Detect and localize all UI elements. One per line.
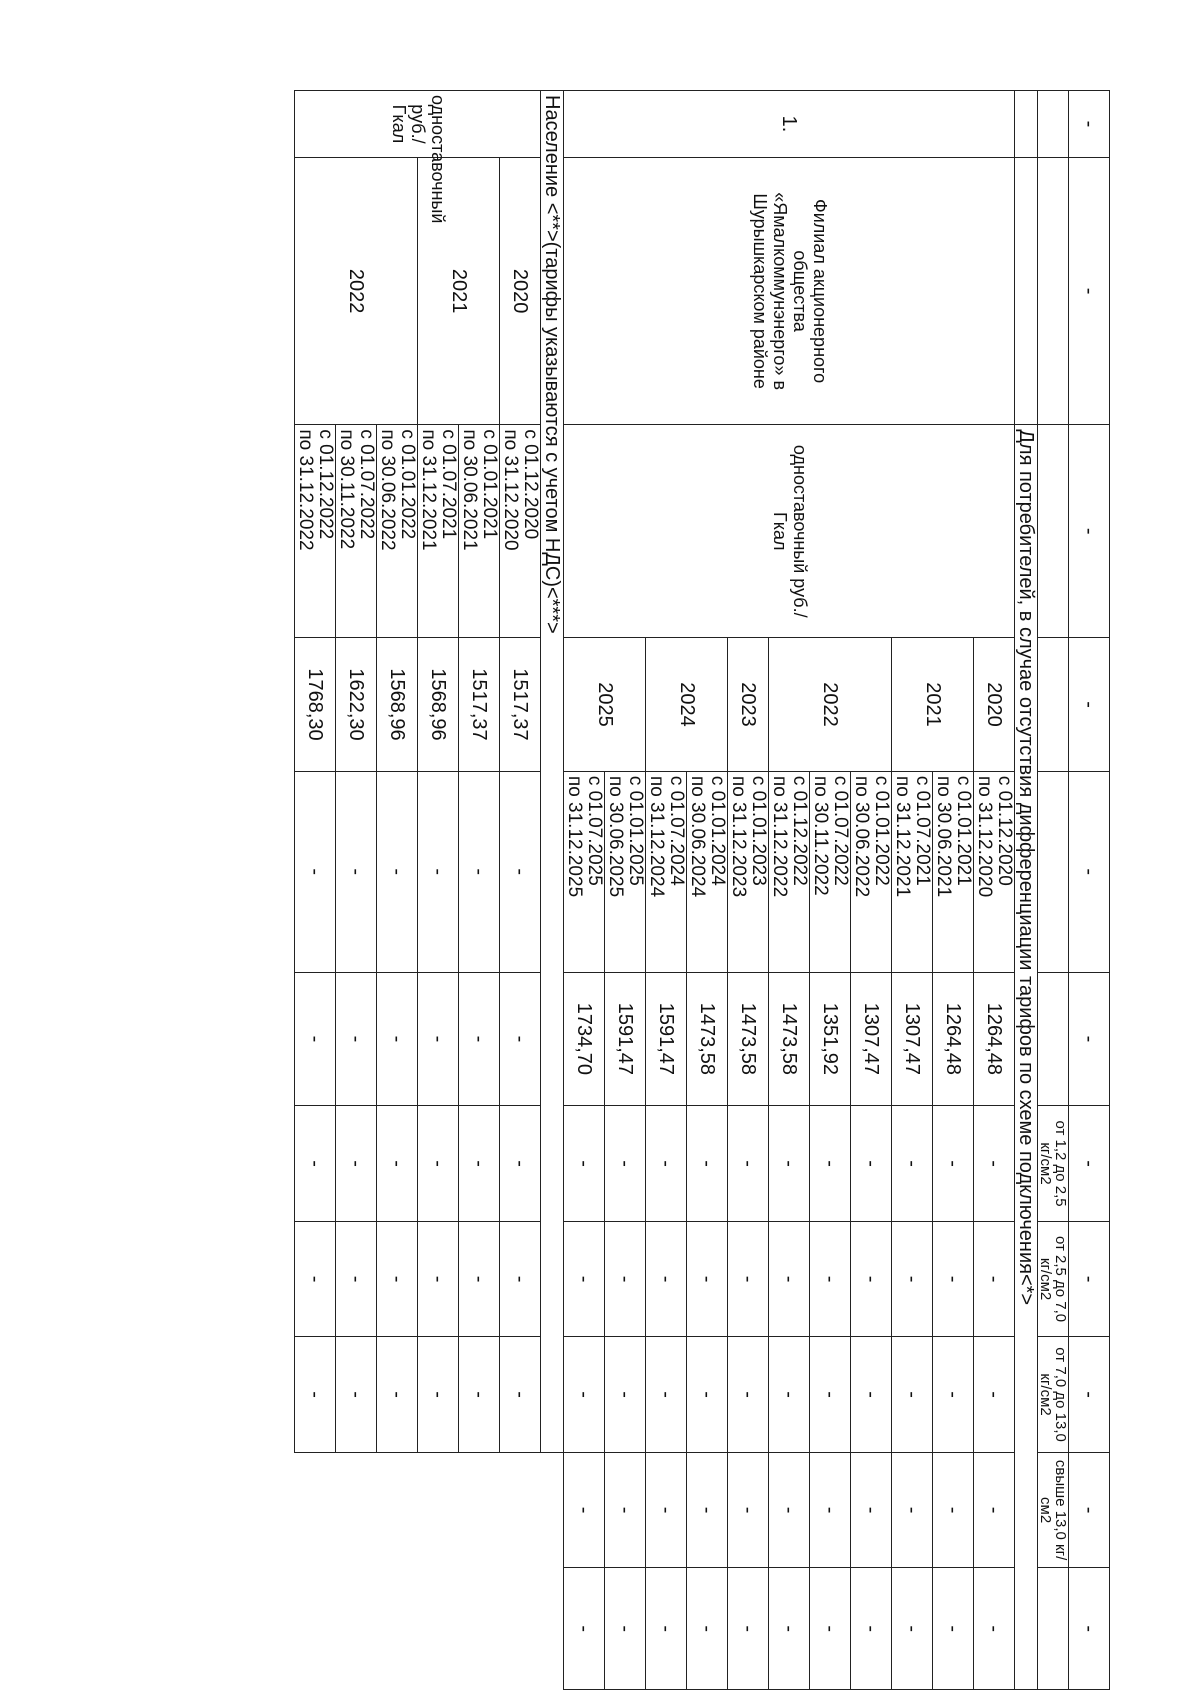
period-cell	[933, 771, 974, 972]
pressure-range-1: от 1,2 до 2,5 кг/см2	[1038, 1106, 1069, 1222]
period-from: с 01.01.2025	[624, 775, 646, 886]
period-from: с 01.01.2023	[747, 775, 769, 886]
header-cell: -	[1069, 1106, 1110, 1222]
dash-cell: -	[377, 771, 418, 972]
dash-cell: -	[459, 1337, 500, 1453]
dash-cell: -	[500, 1106, 541, 1222]
table-row	[459, 91, 500, 1690]
table-row	[500, 91, 541, 1690]
dash-cell: -	[851, 1568, 892, 1690]
tariff-value: 1517,37	[500, 638, 541, 772]
dash-cell: -	[892, 1221, 933, 1337]
dash-cell: -	[605, 1568, 646, 1690]
period-from: с 01.01.2022	[396, 429, 418, 540]
dash-cell: -	[605, 1337, 646, 1453]
tariff-value: 1264,48	[933, 972, 974, 1106]
tariff-value: 1473,58	[687, 972, 728, 1106]
year-cell: 2022	[769, 638, 892, 772]
dash-cell: -	[605, 1221, 646, 1337]
dash-cell: -	[295, 1106, 336, 1222]
tariff-value: 1351,92	[810, 972, 851, 1106]
header-cell: -	[1069, 1568, 1110, 1690]
period-cell	[336, 425, 377, 638]
year-cell: 2021	[892, 638, 974, 772]
dash-cell: -	[564, 1568, 605, 1690]
dash-cell: -	[892, 1106, 933, 1222]
dash-cell: -	[769, 1221, 810, 1337]
dash-cell: -	[605, 1106, 646, 1222]
empty-cell	[1038, 425, 1069, 638]
period-to: по 30.06.2022	[377, 429, 398, 551]
dash-cell: -	[646, 1221, 687, 1337]
period-from: с 01.12.2020	[519, 429, 541, 540]
dash-cell: -	[974, 1568, 1015, 1690]
period-to: по 30.06.2025	[605, 775, 626, 898]
period-from: с 01.07.2024	[665, 775, 687, 886]
dash-cell: -	[377, 1221, 418, 1337]
period-to: по 30.06.2022	[851, 775, 872, 898]
dash-cell: -	[377, 972, 418, 1106]
period-cell	[605, 771, 646, 972]
dash-cell: -	[605, 1452, 646, 1568]
period-from: с 01.12.2020	[993, 775, 1015, 886]
population-heading-row	[541, 91, 564, 1690]
header-cell: -	[1069, 638, 1110, 772]
dash-cell: -	[687, 1221, 728, 1337]
dash-cell: -	[377, 1106, 418, 1222]
dash-cell: -	[646, 1568, 687, 1690]
tariff-value: 1568,96	[418, 638, 459, 772]
dash-cell: -	[851, 1106, 892, 1222]
pressure-range-3: от 7,0 до 13,0 кг/см2	[1038, 1337, 1069, 1453]
dash-cell: -	[892, 1452, 933, 1568]
period-cell	[769, 771, 810, 972]
dash-cell: -	[295, 972, 336, 1106]
year-cell: 2025	[564, 638, 646, 772]
dash-cell: -	[892, 1337, 933, 1453]
dash-cell: -	[974, 1452, 1015, 1568]
dash-cell: -	[728, 1337, 769, 1453]
period-from: с 01.12.2022	[314, 429, 336, 540]
period-from: с 01.01.2022	[870, 775, 892, 886]
dash-cell: -	[418, 972, 459, 1106]
tariff-value: 1517,37	[459, 638, 500, 772]
period-to: по 30.06.2021	[459, 429, 480, 551]
dash-cell: -	[336, 1221, 377, 1337]
header-cell: -	[1069, 1452, 1110, 1568]
dash-cell: -	[336, 972, 377, 1106]
year-cell: 2024	[646, 638, 728, 772]
period-from: с 01.12.2022	[788, 775, 810, 886]
dash-cell: -	[933, 1337, 974, 1453]
section-heading-row	[1015, 91, 1038, 1690]
empty-cell	[1015, 91, 1038, 158]
dash-cell: -	[459, 771, 500, 972]
dash-cell: -	[459, 1106, 500, 1222]
tariff-value: 1568,96	[377, 638, 418, 772]
tariff-value: 1591,47	[646, 972, 687, 1106]
row-number: 1.	[564, 91, 1015, 158]
dash-cell: -	[459, 972, 500, 1106]
dash-cell: -	[564, 1106, 605, 1222]
section-one-body	[564, 91, 1015, 1690]
empty-cell	[1038, 972, 1069, 1106]
period-from: с 01.07.2025	[583, 775, 605, 886]
period-to: по 31.12.2021	[418, 429, 439, 551]
section-heading-no-diff: Для потребителей, в случае отсутствия дифференциации тарифов по схеме подключения<*>	[1015, 425, 1038, 1690]
year-cell: 2022	[295, 157, 418, 425]
period-from: с 01.01.2021	[478, 429, 500, 540]
period-to: по 31.12.2022	[295, 429, 316, 551]
tariff-type: одноставочный руб./Гкал	[564, 425, 1015, 638]
pressure-header-row	[1038, 91, 1069, 1690]
period-cell	[295, 425, 336, 638]
dash-cell: -	[728, 1106, 769, 1222]
dash-cell: -	[377, 1337, 418, 1453]
empty-cell	[1038, 771, 1069, 972]
dash-cell: -	[810, 1106, 851, 1222]
table-row	[377, 91, 418, 1690]
period-from: с 01.01.2021	[952, 775, 974, 886]
period-cell	[687, 771, 728, 972]
dash-cell: -	[564, 1337, 605, 1453]
dash-cell: -	[646, 1337, 687, 1453]
dash-cell: -	[974, 1221, 1015, 1337]
period-from: с 01.01.2024	[706, 775, 728, 886]
period-to: по 31.12.2024	[646, 775, 667, 898]
header-cell: -	[1069, 425, 1110, 638]
empty-cell	[1015, 157, 1038, 425]
year-cell: 2023	[728, 638, 769, 772]
dash-cell: -	[500, 972, 541, 1106]
dash-cell: -	[769, 1106, 810, 1222]
table-row	[974, 91, 1015, 1690]
dash-cell: -	[974, 1337, 1015, 1453]
dash-cell: -	[810, 1221, 851, 1337]
dash-cell: -	[564, 1221, 605, 1337]
empty-cell	[1038, 1568, 1069, 1690]
header-cell: -	[1069, 91, 1110, 158]
dash-cell: -	[500, 1221, 541, 1337]
dash-cell: -	[769, 1568, 810, 1690]
period-to: по 30.11.2022	[336, 429, 357, 550]
tariff-value: 1768,30	[295, 638, 336, 772]
dash-cell: -	[295, 1337, 336, 1453]
period-to: по 31.12.2025	[564, 775, 585, 898]
dash-cell: -	[728, 1452, 769, 1568]
tariff-value: 1473,58	[728, 972, 769, 1106]
dash-cell: -	[933, 1221, 974, 1337]
dash-cell: -	[418, 1337, 459, 1453]
dash-cell: -	[769, 1452, 810, 1568]
dash-cell: -	[500, 1337, 541, 1453]
dash-cell: -	[459, 1221, 500, 1337]
placeholder-header-row	[1069, 91, 1110, 1690]
period-cell	[974, 771, 1015, 972]
header-cell: -	[1069, 1337, 1110, 1453]
tariff-table	[294, 90, 1110, 1690]
dash-cell: -	[646, 1106, 687, 1222]
empty-cell	[1038, 91, 1069, 158]
section-heading-population: Население <**>(тарифы указываются с учетом НДС)<***>	[541, 91, 564, 1453]
period-cell	[564, 771, 605, 972]
period-to: по 31.12.2020	[500, 429, 521, 551]
dash-cell: -	[728, 1221, 769, 1337]
period-cell	[459, 425, 500, 638]
dash-cell: -	[418, 771, 459, 972]
period-to: по 30.06.2021	[933, 775, 954, 898]
period-from: с 01.07.2022	[355, 429, 377, 540]
period-cell	[851, 771, 892, 972]
dash-cell: -	[646, 1452, 687, 1568]
year-cell: 2020	[974, 638, 1015, 772]
tariff-value: 1734,70	[564, 972, 605, 1106]
dash-cell: -	[564, 1452, 605, 1568]
period-to: по 30.11.2022	[810, 775, 831, 896]
dash-cell: -	[810, 1337, 851, 1453]
period-cell	[500, 425, 541, 638]
year-cell: 2021	[418, 157, 500, 425]
pressure-range-2: от 2,5 до 7,0 кг/см2	[1038, 1221, 1069, 1337]
dash-cell: -	[687, 1106, 728, 1222]
dash-cell: -	[851, 1452, 892, 1568]
year-cell: 2020	[500, 157, 541, 425]
period-cell	[646, 771, 687, 972]
dash-cell: -	[336, 1106, 377, 1222]
period-cell	[892, 771, 933, 972]
header-cell: -	[1069, 157, 1110, 425]
empty-cell	[1038, 157, 1069, 425]
period-from: с 01.07.2021	[911, 775, 933, 886]
header-cell: -	[1069, 771, 1110, 972]
header-cell: -	[1069, 1221, 1110, 1337]
period-cell	[377, 425, 418, 638]
dash-cell: -	[295, 771, 336, 972]
dash-cell: -	[851, 1221, 892, 1337]
dash-cell: -	[500, 771, 541, 972]
dash-cell: -	[810, 1452, 851, 1568]
period-to: по 31.12.2022	[769, 775, 790, 898]
period-to: по 31.12.2021	[892, 775, 913, 898]
pressure-range-4: свыше 13,0 кг/см2	[1038, 1452, 1069, 1568]
dash-cell: -	[933, 1568, 974, 1690]
organization-name: Филиал акционерного общества «Ямалкоммунэнерго» в Шурышкарском районе	[564, 157, 1015, 425]
period-from: с 01.07.2022	[829, 775, 851, 886]
dash-cell: -	[851, 1337, 892, 1453]
dash-cell: -	[418, 1221, 459, 1337]
period-to: по 31.12.2020	[974, 775, 995, 898]
dash-cell: -	[974, 1106, 1015, 1222]
period-cell	[728, 771, 769, 972]
period-to: по 30.06.2024	[687, 775, 708, 898]
dash-cell: -	[336, 771, 377, 972]
tariff-value: 1307,47	[892, 972, 933, 1106]
period-cell	[810, 771, 851, 972]
tariff-value: 1591,47	[605, 972, 646, 1106]
header-cell: -	[1069, 972, 1110, 1106]
period-cell	[418, 425, 459, 638]
dash-cell: -	[687, 1452, 728, 1568]
dash-cell: -	[728, 1568, 769, 1690]
tariff-type: одноставочный руб./Гкал	[295, 91, 541, 158]
dash-cell: -	[295, 1221, 336, 1337]
tariff-value: 1473,58	[769, 972, 810, 1106]
tariff-value: 1264,48	[974, 972, 1015, 1106]
dash-cell: -	[418, 1106, 459, 1222]
section-two-body	[295, 91, 541, 1690]
dash-cell: -	[892, 1568, 933, 1690]
dash-cell: -	[336, 1337, 377, 1453]
tariff-value: 1307,47	[851, 972, 892, 1106]
dash-cell: -	[687, 1337, 728, 1453]
period-to: по 31.12.2023	[728, 775, 749, 898]
period-from: с 01.07.2021	[437, 429, 459, 540]
empty-cell	[1038, 638, 1069, 772]
dash-cell: -	[810, 1568, 851, 1690]
dash-cell: -	[933, 1106, 974, 1222]
tariff-value: 1622,30	[336, 638, 377, 772]
dash-cell: -	[933, 1452, 974, 1568]
dash-cell: -	[687, 1568, 728, 1690]
dash-cell: -	[769, 1337, 810, 1453]
rotated-page	[80, 90, 1110, 1690]
